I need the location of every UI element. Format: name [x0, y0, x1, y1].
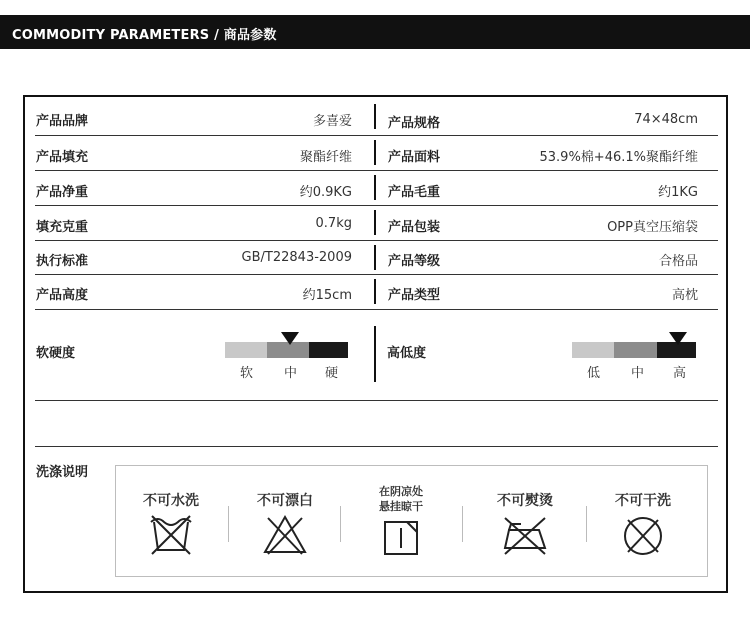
param-label: 产品填充 — [36, 150, 89, 165]
param-value: 多喜爱 — [312, 114, 352, 129]
param-label: 产品规格 — [388, 116, 441, 131]
wash-item-label: 在阴凉处 — [379, 485, 423, 498]
wash-item-no-dry-clean — [602, 490, 684, 562]
param-label: 产品净重 — [36, 185, 89, 200]
column-divider — [374, 104, 376, 129]
no-bleach-icon — [260, 512, 310, 558]
wash-item-no-wash — [130, 490, 212, 562]
column-divider — [374, 175, 376, 200]
wash-divider — [228, 506, 229, 542]
hang-dry-shade-icon — [376, 516, 426, 560]
param-value: 53.9%棉+46.1%聚酯纤维 — [539, 150, 698, 165]
param-value: 约1KG — [658, 185, 698, 200]
param-value: 聚酯纤维 — [299, 150, 352, 165]
wash-divider — [586, 506, 587, 542]
row-divider — [35, 240, 718, 241]
row-divider — [35, 135, 718, 136]
wash-icons-box — [115, 465, 708, 577]
height-level-tick: 高 — [673, 366, 687, 381]
param-value: 74×48cm — [634, 112, 698, 127]
no-iron-icon — [499, 512, 551, 558]
no-wash-icon — [146, 512, 196, 558]
softness-marker — [281, 332, 299, 345]
wash-item-no-iron — [484, 490, 566, 562]
scale-segment-soft — [225, 342, 267, 358]
column-divider — [374, 279, 376, 304]
scale-segment-low — [572, 342, 614, 358]
row-divider — [35, 170, 718, 171]
param-value: 高枕 — [671, 288, 698, 303]
softness-label: 软硬度 — [36, 346, 76, 361]
row-divider — [35, 309, 718, 310]
column-divider — [374, 140, 376, 165]
header-title: COMMODITY PARAMETERS / 商品参数 — [12, 28, 277, 43]
param-label: 执行标准 — [36, 254, 89, 269]
height-level-marker — [669, 332, 687, 345]
param-value: GB/T22843-2009 — [241, 250, 352, 265]
row-divider — [35, 205, 718, 206]
softness-tick: 中 — [284, 366, 298, 381]
param-value: 0.7kg — [315, 216, 352, 231]
wash-item-label: 不可水洗 — [143, 493, 199, 509]
wash-item-hang-dry — [360, 484, 442, 564]
column-divider — [374, 245, 376, 270]
param-label: 填充克重 — [36, 220, 89, 235]
no-dry-clean-icon — [618, 512, 668, 558]
softness-tick: 硬 — [325, 366, 339, 381]
row-divider — [35, 274, 718, 275]
column-divider — [374, 210, 376, 235]
param-label: 产品毛重 — [388, 185, 441, 200]
param-value: 约15cm — [302, 288, 352, 303]
softness-tick: 软 — [240, 366, 254, 381]
wash-divider — [340, 506, 341, 542]
row-divider — [35, 400, 718, 401]
wash-item-label: 悬挂晾干 — [379, 500, 423, 513]
param-value: 合格品 — [658, 254, 698, 269]
scale-segment-hard — [309, 342, 348, 358]
height-level-tick: 中 — [631, 366, 645, 381]
param-label: 产品面料 — [388, 150, 441, 165]
param-label: 产品品牌 — [36, 114, 89, 129]
wash-item-no-bleach — [244, 490, 326, 562]
param-label: 产品类型 — [388, 288, 441, 303]
column-divider — [374, 326, 376, 382]
param-value: 约0.9KG — [299, 185, 352, 200]
wash-item-label: 不可干洗 — [615, 493, 671, 509]
page-header — [0, 15, 750, 49]
height-level-tick: 低 — [587, 366, 601, 381]
scale-segment-medium — [614, 342, 657, 358]
wash-title: 洗涤说明 — [36, 465, 89, 480]
param-label: 产品包装 — [388, 220, 441, 235]
param-label: 产品高度 — [36, 288, 89, 303]
wash-item-label: 不可漂白 — [257, 493, 313, 509]
param-label: 产品等级 — [388, 254, 441, 269]
wash-divider — [462, 506, 463, 542]
wash-item-label: 不可熨烫 — [497, 493, 553, 509]
param-value: OPP真空压缩袋 — [607, 220, 698, 235]
height-level-label: 高低度 — [387, 346, 427, 361]
row-divider — [35, 446, 718, 447]
